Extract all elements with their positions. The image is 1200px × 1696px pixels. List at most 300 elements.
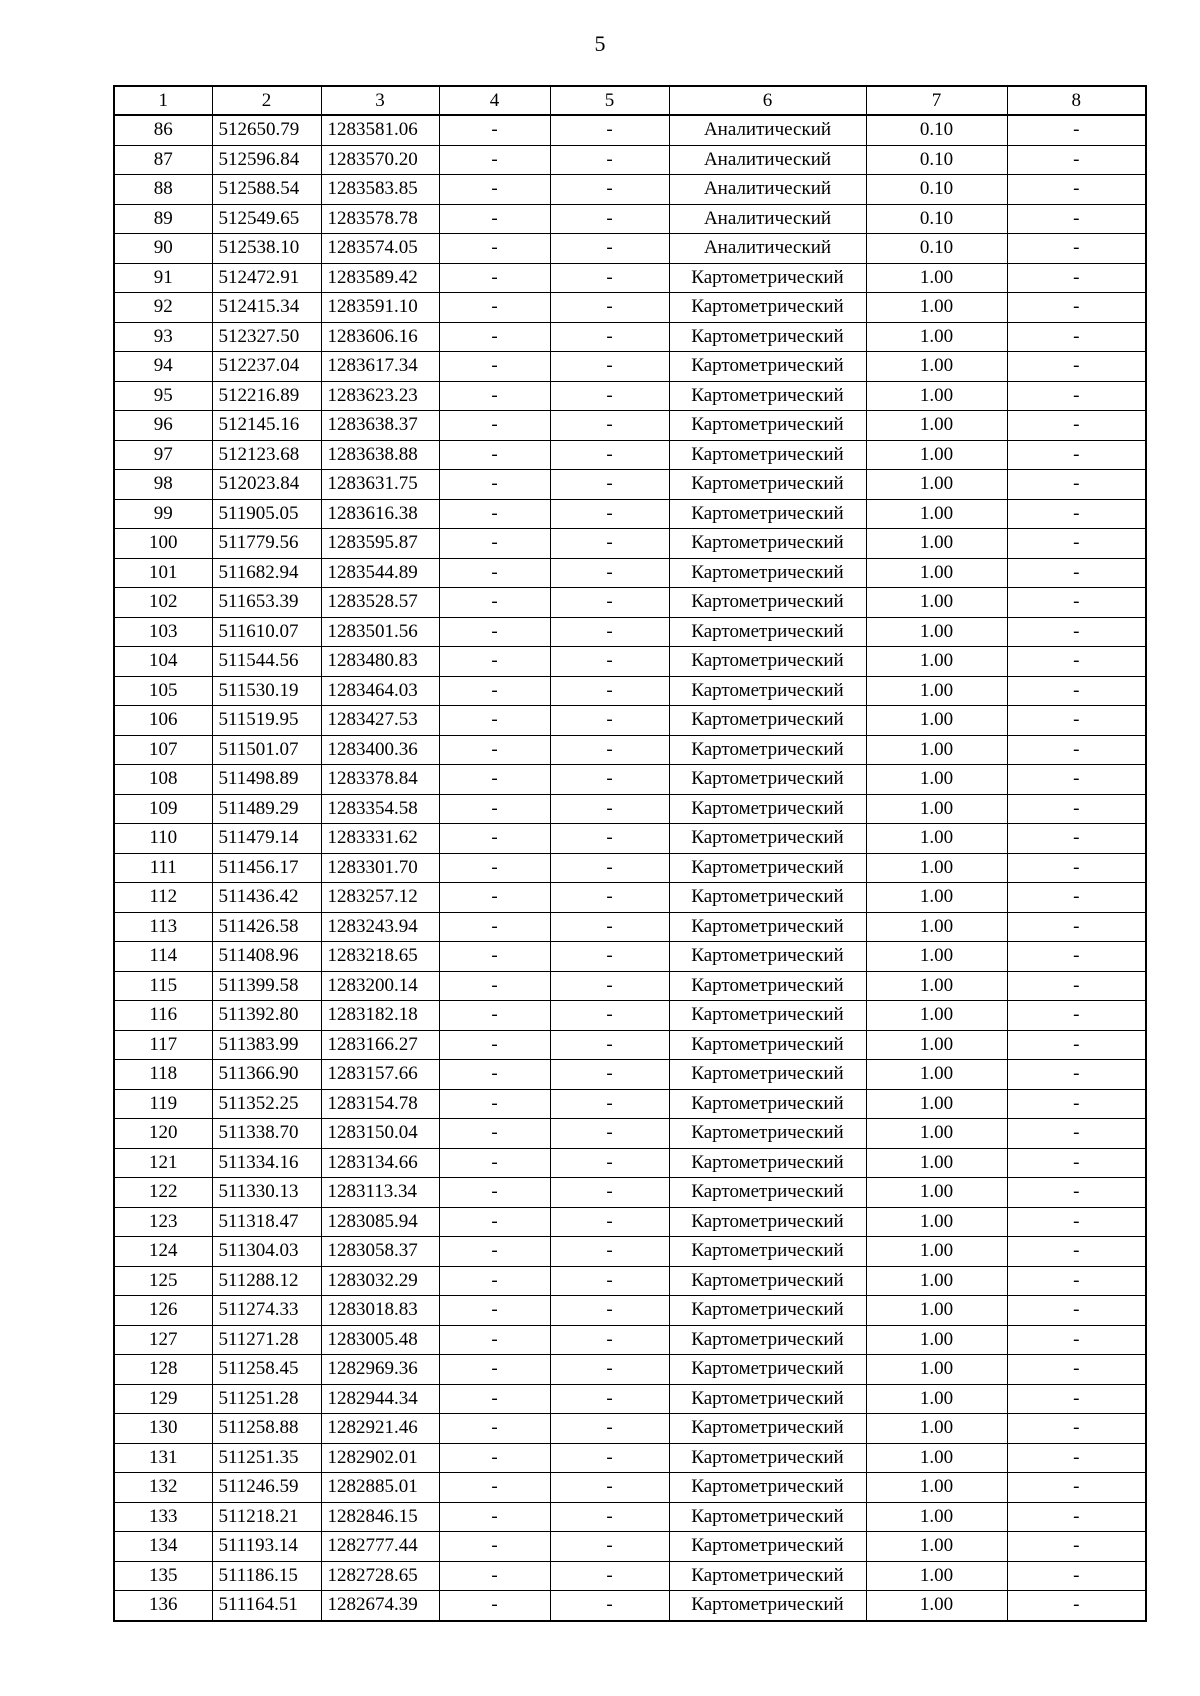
accuracy-cell: 1.00	[866, 971, 1007, 1001]
coordinate-x-cell: 511352.25	[212, 1089, 321, 1119]
table-row	[114, 1178, 1146, 1208]
method-cell: Картометрический	[669, 381, 866, 411]
coordinate-x-cell: 511258.88	[212, 1414, 321, 1444]
coordinate-y-cell: 1283085.94	[321, 1207, 439, 1237]
accuracy-cell: 1.00	[866, 440, 1007, 470]
column-header-8: 8	[1007, 86, 1146, 115]
accuracy-cell: 1.00	[866, 322, 1007, 352]
col-5-cell: -	[550, 1207, 669, 1237]
table-row	[114, 263, 1146, 293]
col-4-cell: -	[439, 1561, 550, 1591]
method-cell: Картометрический	[669, 1591, 866, 1621]
col-4-cell: -	[439, 558, 550, 588]
col-8-cell: -	[1007, 1148, 1146, 1178]
table-row	[114, 1001, 1146, 1031]
col-8-cell: -	[1007, 824, 1146, 854]
page-number: 5	[594, 31, 606, 56]
table-row	[114, 529, 1146, 559]
table-row	[114, 1207, 1146, 1237]
coordinate-x-cell: 512549.65	[212, 204, 321, 234]
col-4-cell: -	[439, 1266, 550, 1296]
col-8-cell: -	[1007, 322, 1146, 352]
coordinate-y-cell: 1282902.01	[321, 1443, 439, 1473]
accuracy-cell: 1.00	[866, 853, 1007, 883]
col-4-cell: -	[439, 912, 550, 942]
coordinate-y-cell: 1283427.53	[321, 706, 439, 736]
accuracy-cell: 1.00	[866, 1237, 1007, 1267]
col-8-cell: -	[1007, 588, 1146, 618]
col-5-cell: -	[550, 558, 669, 588]
point-number-cell: 123	[114, 1207, 212, 1237]
coordinate-x-cell: 511530.19	[212, 676, 321, 706]
coordinate-y-cell: 1283501.56	[321, 617, 439, 647]
col-4-cell: -	[439, 1030, 550, 1060]
col-5-cell: -	[550, 1178, 669, 1208]
accuracy-cell: 1.00	[866, 1355, 1007, 1385]
coordinate-x-cell: 511186.15	[212, 1561, 321, 1591]
coordinate-x-cell: 511479.14	[212, 824, 321, 854]
column-header-4: 4	[439, 86, 550, 115]
col-8-cell: -	[1007, 1561, 1146, 1591]
table-row	[114, 942, 1146, 972]
col-5-cell: -	[550, 971, 669, 1001]
coordinate-y-cell: 1283182.18	[321, 1001, 439, 1031]
point-number-cell: 107	[114, 735, 212, 765]
col-8-cell: -	[1007, 263, 1146, 293]
col-4-cell: -	[439, 1148, 550, 1178]
col-5-cell: -	[550, 853, 669, 883]
col-5-cell: -	[550, 381, 669, 411]
table-row	[114, 1030, 1146, 1060]
accuracy-cell: 0.10	[866, 115, 1007, 145]
col-8-cell: -	[1007, 1178, 1146, 1208]
accuracy-cell: 1.00	[866, 1502, 1007, 1532]
col-5-cell: -	[550, 794, 669, 824]
coordinate-x-cell: 512415.34	[212, 293, 321, 323]
method-cell: Картометрический	[669, 588, 866, 618]
col-8-cell: -	[1007, 735, 1146, 765]
coordinate-y-cell: 1283032.29	[321, 1266, 439, 1296]
coordinate-y-cell: 1283005.48	[321, 1325, 439, 1355]
col-8-cell: -	[1007, 381, 1146, 411]
coordinate-y-cell: 1283581.06	[321, 115, 439, 145]
point-number-cell: 116	[114, 1001, 212, 1031]
col-4-cell: -	[439, 1414, 550, 1444]
col-8-cell: -	[1007, 1502, 1146, 1532]
coordinate-y-cell: 1283200.14	[321, 971, 439, 1001]
col-8-cell: -	[1007, 1119, 1146, 1149]
method-cell: Картометрический	[669, 1148, 866, 1178]
point-number-cell: 105	[114, 676, 212, 706]
col-5-cell: -	[550, 322, 669, 352]
accuracy-cell: 1.00	[866, 824, 1007, 854]
col-4-cell: -	[439, 115, 550, 145]
coordinate-x-cell: 511456.17	[212, 853, 321, 883]
accuracy-cell: 1.00	[866, 411, 1007, 441]
col-8-cell: -	[1007, 115, 1146, 145]
col-5-cell: -	[550, 942, 669, 972]
point-number-cell: 98	[114, 470, 212, 500]
point-number-cell: 92	[114, 293, 212, 323]
accuracy-cell: 1.00	[866, 1443, 1007, 1473]
coordinate-x-cell: 511218.21	[212, 1502, 321, 1532]
coordinate-x-cell: 511489.29	[212, 794, 321, 824]
method-cell: Картометрический	[669, 1001, 866, 1031]
col-4-cell: -	[439, 1178, 550, 1208]
point-number-cell: 101	[114, 558, 212, 588]
table-row	[114, 588, 1146, 618]
point-number-cell: 136	[114, 1591, 212, 1621]
col-5-cell: -	[550, 1060, 669, 1090]
method-cell: Картометрический	[669, 1355, 866, 1385]
coordinate-x-cell: 511436.42	[212, 883, 321, 913]
table-row	[114, 145, 1146, 175]
col-4-cell: -	[439, 322, 550, 352]
method-cell: Аналитический	[669, 175, 866, 205]
table-row	[114, 647, 1146, 677]
col-4-cell: -	[439, 145, 550, 175]
point-number-cell: 132	[114, 1473, 212, 1503]
coordinate-x-cell: 511519.95	[212, 706, 321, 736]
coordinate-y-cell: 1283400.36	[321, 735, 439, 765]
accuracy-cell: 1.00	[866, 1561, 1007, 1591]
col-5-cell: -	[550, 1355, 669, 1385]
table-row	[114, 1119, 1146, 1149]
coordinate-x-cell: 511338.70	[212, 1119, 321, 1149]
col-5-cell: -	[550, 440, 669, 470]
method-cell: Картометрический	[669, 1060, 866, 1090]
point-number-cell: 103	[114, 617, 212, 647]
coordinate-x-cell: 511682.94	[212, 558, 321, 588]
col-8-cell: -	[1007, 1384, 1146, 1414]
coordinate-y-cell: 1283631.75	[321, 470, 439, 500]
point-number-cell: 134	[114, 1532, 212, 1562]
col-4-cell: -	[439, 1237, 550, 1267]
method-cell: Аналитический	[669, 145, 866, 175]
col-8-cell: -	[1007, 411, 1146, 441]
table-row	[114, 617, 1146, 647]
accuracy-cell: 1.00	[866, 1384, 1007, 1414]
col-5-cell: -	[550, 676, 669, 706]
coordinate-y-cell: 1282944.34	[321, 1384, 439, 1414]
col-4-cell: -	[439, 381, 550, 411]
col-5-cell: -	[550, 912, 669, 942]
table-row	[114, 499, 1146, 529]
col-4-cell: -	[439, 706, 550, 736]
col-5-cell: -	[550, 352, 669, 382]
coordinate-x-cell: 511399.58	[212, 971, 321, 1001]
col-4-cell: -	[439, 883, 550, 913]
col-4-cell: -	[439, 735, 550, 765]
point-number-cell: 124	[114, 1237, 212, 1267]
col-5-cell: -	[550, 293, 669, 323]
accuracy-cell: 1.00	[866, 529, 1007, 559]
col-4-cell: -	[439, 1296, 550, 1326]
point-number-cell: 118	[114, 1060, 212, 1090]
method-cell: Картометрический	[669, 499, 866, 529]
table-row	[114, 322, 1146, 352]
method-cell: Аналитический	[669, 234, 866, 264]
coordinate-x-cell: 512596.84	[212, 145, 321, 175]
point-number-cell: 100	[114, 529, 212, 559]
accuracy-cell: 0.10	[866, 175, 1007, 205]
accuracy-cell: 1.00	[866, 735, 1007, 765]
table-row	[114, 1532, 1146, 1562]
col-8-cell: -	[1007, 1060, 1146, 1090]
point-number-cell: 104	[114, 647, 212, 677]
point-number-cell: 96	[114, 411, 212, 441]
accuracy-cell: 1.00	[866, 352, 1007, 382]
table-row	[114, 1502, 1146, 1532]
col-8-cell: -	[1007, 234, 1146, 264]
coordinate-x-cell: 511288.12	[212, 1266, 321, 1296]
point-number-cell: 113	[114, 912, 212, 942]
column-header-5: 5	[550, 86, 669, 115]
method-cell: Картометрический	[669, 352, 866, 382]
col-8-cell: -	[1007, 1089, 1146, 1119]
column-header-6: 6	[669, 86, 866, 115]
method-cell: Картометрический	[669, 1119, 866, 1149]
col-4-cell: -	[439, 175, 550, 205]
col-5-cell: -	[550, 263, 669, 293]
col-5-cell: -	[550, 1325, 669, 1355]
point-number-cell: 120	[114, 1119, 212, 1149]
accuracy-cell: 1.00	[866, 1119, 1007, 1149]
col-5-cell: -	[550, 1030, 669, 1060]
method-cell: Картометрический	[669, 971, 866, 1001]
coordinate-x-cell: 512023.84	[212, 470, 321, 500]
col-8-cell: -	[1007, 529, 1146, 559]
coordinate-x-cell: 512123.68	[212, 440, 321, 470]
column-header-3: 3	[321, 86, 439, 115]
coordinate-y-cell: 1283157.66	[321, 1060, 439, 1090]
col-8-cell: -	[1007, 853, 1146, 883]
coordinate-y-cell: 1283638.37	[321, 411, 439, 441]
table-row	[114, 912, 1146, 942]
point-number-cell: 102	[114, 588, 212, 618]
col-8-cell: -	[1007, 765, 1146, 795]
accuracy-cell: 1.00	[866, 617, 1007, 647]
table-row	[114, 1296, 1146, 1326]
method-cell: Картометрический	[669, 647, 866, 677]
coordinate-y-cell: 1283591.10	[321, 293, 439, 323]
method-cell: Картометрический	[669, 1325, 866, 1355]
coordinate-y-cell: 1282674.39	[321, 1591, 439, 1621]
coordinate-x-cell: 511383.99	[212, 1030, 321, 1060]
coordinate-y-cell: 1283570.20	[321, 145, 439, 175]
table-row	[114, 1237, 1146, 1267]
col-8-cell: -	[1007, 440, 1146, 470]
accuracy-cell: 1.00	[866, 912, 1007, 942]
method-cell: Картометрический	[669, 322, 866, 352]
coordinate-y-cell: 1283528.57	[321, 588, 439, 618]
accuracy-cell: 1.00	[866, 1591, 1007, 1621]
point-number-cell: 135	[114, 1561, 212, 1591]
accuracy-cell: 1.00	[866, 706, 1007, 736]
coordinate-y-cell: 1283331.62	[321, 824, 439, 854]
method-cell: Картометрический	[669, 1561, 866, 1591]
col-5-cell: -	[550, 1532, 669, 1562]
point-number-cell: 90	[114, 234, 212, 264]
col-4-cell: -	[439, 1207, 550, 1237]
table-row	[114, 1266, 1146, 1296]
method-cell: Картометрический	[669, 440, 866, 470]
col-4-cell: -	[439, 853, 550, 883]
point-number-cell: 117	[114, 1030, 212, 1060]
col-5-cell: -	[550, 883, 669, 913]
col-8-cell: -	[1007, 145, 1146, 175]
table-row	[114, 411, 1146, 441]
col-8-cell: -	[1007, 617, 1146, 647]
coordinate-x-cell: 511544.56	[212, 647, 321, 677]
method-cell: Картометрический	[669, 1207, 866, 1237]
point-number-cell: 121	[114, 1148, 212, 1178]
point-number-cell: 93	[114, 322, 212, 352]
point-number-cell: 91	[114, 263, 212, 293]
col-8-cell: -	[1007, 971, 1146, 1001]
col-8-cell: -	[1007, 706, 1146, 736]
coordinate-y-cell: 1282728.65	[321, 1561, 439, 1591]
col-5-cell: -	[550, 1119, 669, 1149]
col-4-cell: -	[439, 1325, 550, 1355]
table-row	[114, 971, 1146, 1001]
coordinate-x-cell: 512327.50	[212, 322, 321, 352]
coordinate-x-cell: 511318.47	[212, 1207, 321, 1237]
method-cell: Картометрический	[669, 411, 866, 441]
coordinate-x-cell: 512216.89	[212, 381, 321, 411]
col-5-cell: -	[550, 647, 669, 677]
coordinate-x-cell: 511408.96	[212, 942, 321, 972]
col-5-cell: -	[550, 1473, 669, 1503]
col-5-cell: -	[550, 1384, 669, 1414]
coordinate-y-cell: 1283058.37	[321, 1237, 439, 1267]
point-number-cell: 119	[114, 1089, 212, 1119]
coordinate-y-cell: 1283166.27	[321, 1030, 439, 1060]
coordinate-y-cell: 1283464.03	[321, 676, 439, 706]
accuracy-cell: 1.00	[866, 676, 1007, 706]
accuracy-cell: 1.00	[866, 883, 1007, 913]
accuracy-cell: 1.00	[866, 1030, 1007, 1060]
coordinate-y-cell: 1282777.44	[321, 1532, 439, 1562]
accuracy-cell: 0.10	[866, 145, 1007, 175]
col-8-cell: -	[1007, 293, 1146, 323]
col-8-cell: -	[1007, 1001, 1146, 1031]
coordinate-y-cell: 1283257.12	[321, 883, 439, 913]
coordinate-x-cell: 511246.59	[212, 1473, 321, 1503]
col-8-cell: -	[1007, 1414, 1146, 1444]
method-cell: Картометрический	[669, 883, 866, 913]
point-number-cell: 114	[114, 942, 212, 972]
coordinate-y-cell: 1283218.65	[321, 942, 439, 972]
accuracy-cell: 1.00	[866, 1148, 1007, 1178]
col-8-cell: -	[1007, 1266, 1146, 1296]
coordinate-x-cell: 511426.58	[212, 912, 321, 942]
col-5-cell: -	[550, 1296, 669, 1326]
col-5-cell: -	[550, 1148, 669, 1178]
point-number-cell: 87	[114, 145, 212, 175]
table-row	[114, 558, 1146, 588]
col-5-cell: -	[550, 175, 669, 205]
coordinate-y-cell: 1283623.23	[321, 381, 439, 411]
coordinate-x-cell: 511271.28	[212, 1325, 321, 1355]
point-number-cell: 128	[114, 1355, 212, 1385]
coordinate-x-cell: 512538.10	[212, 234, 321, 264]
col-4-cell: -	[439, 1355, 550, 1385]
accuracy-cell: 1.00	[866, 1178, 1007, 1208]
table-row	[114, 293, 1146, 323]
coordinate-x-cell: 511498.89	[212, 765, 321, 795]
table-row	[114, 676, 1146, 706]
coordinate-y-cell: 1283150.04	[321, 1119, 439, 1149]
point-number-cell: 131	[114, 1443, 212, 1473]
col-8-cell: -	[1007, 1473, 1146, 1503]
col-8-cell: -	[1007, 1532, 1146, 1562]
col-8-cell: -	[1007, 1325, 1146, 1355]
coordinate-y-cell: 1283378.84	[321, 765, 439, 795]
table-header-row	[114, 86, 1146, 115]
col-4-cell: -	[439, 234, 550, 264]
point-number-cell: 88	[114, 175, 212, 205]
col-5-cell: -	[550, 1591, 669, 1621]
coordinate-x-cell: 511164.51	[212, 1591, 321, 1621]
coordinate-y-cell: 1283243.94	[321, 912, 439, 942]
accuracy-cell: 1.00	[866, 558, 1007, 588]
method-cell: Картометрический	[669, 263, 866, 293]
point-number-cell: 86	[114, 115, 212, 145]
point-number-cell: 122	[114, 1178, 212, 1208]
col-5-cell: -	[550, 204, 669, 234]
col-4-cell: -	[439, 499, 550, 529]
coordinate-x-cell: 511251.28	[212, 1384, 321, 1414]
col-4-cell: -	[439, 942, 550, 972]
method-cell: Картометрический	[669, 470, 866, 500]
table-row	[114, 440, 1146, 470]
point-number-cell: 111	[114, 853, 212, 883]
table-row	[114, 853, 1146, 883]
table-row	[114, 1355, 1146, 1385]
col-8-cell: -	[1007, 175, 1146, 205]
coordinate-y-cell: 1283480.83	[321, 647, 439, 677]
coordinate-y-cell: 1283544.89	[321, 558, 439, 588]
col-4-cell: -	[439, 617, 550, 647]
col-4-cell: -	[439, 529, 550, 559]
point-number-cell: 99	[114, 499, 212, 529]
method-cell: Аналитический	[669, 204, 866, 234]
col-4-cell: -	[439, 676, 550, 706]
table-row	[114, 470, 1146, 500]
col-5-cell: -	[550, 1089, 669, 1119]
coordinate-y-cell: 1283606.16	[321, 322, 439, 352]
col-5-cell: -	[550, 529, 669, 559]
method-cell: Картометрический	[669, 824, 866, 854]
accuracy-cell: 1.00	[866, 1001, 1007, 1031]
table-row	[114, 115, 1146, 145]
accuracy-cell: 1.00	[866, 1532, 1007, 1562]
col-4-cell: -	[439, 1001, 550, 1031]
col-5-cell: -	[550, 1001, 669, 1031]
point-number-cell: 129	[114, 1384, 212, 1414]
method-cell: Картометрический	[669, 794, 866, 824]
table-row	[114, 1591, 1146, 1621]
coordinate-x-cell: 511392.80	[212, 1001, 321, 1031]
col-4-cell: -	[439, 204, 550, 234]
method-cell: Картометрический	[669, 1473, 866, 1503]
method-cell: Картометрический	[669, 942, 866, 972]
col-5-cell: -	[550, 617, 669, 647]
point-number-cell: 106	[114, 706, 212, 736]
table-row	[114, 1089, 1146, 1119]
col-4-cell: -	[439, 1591, 550, 1621]
